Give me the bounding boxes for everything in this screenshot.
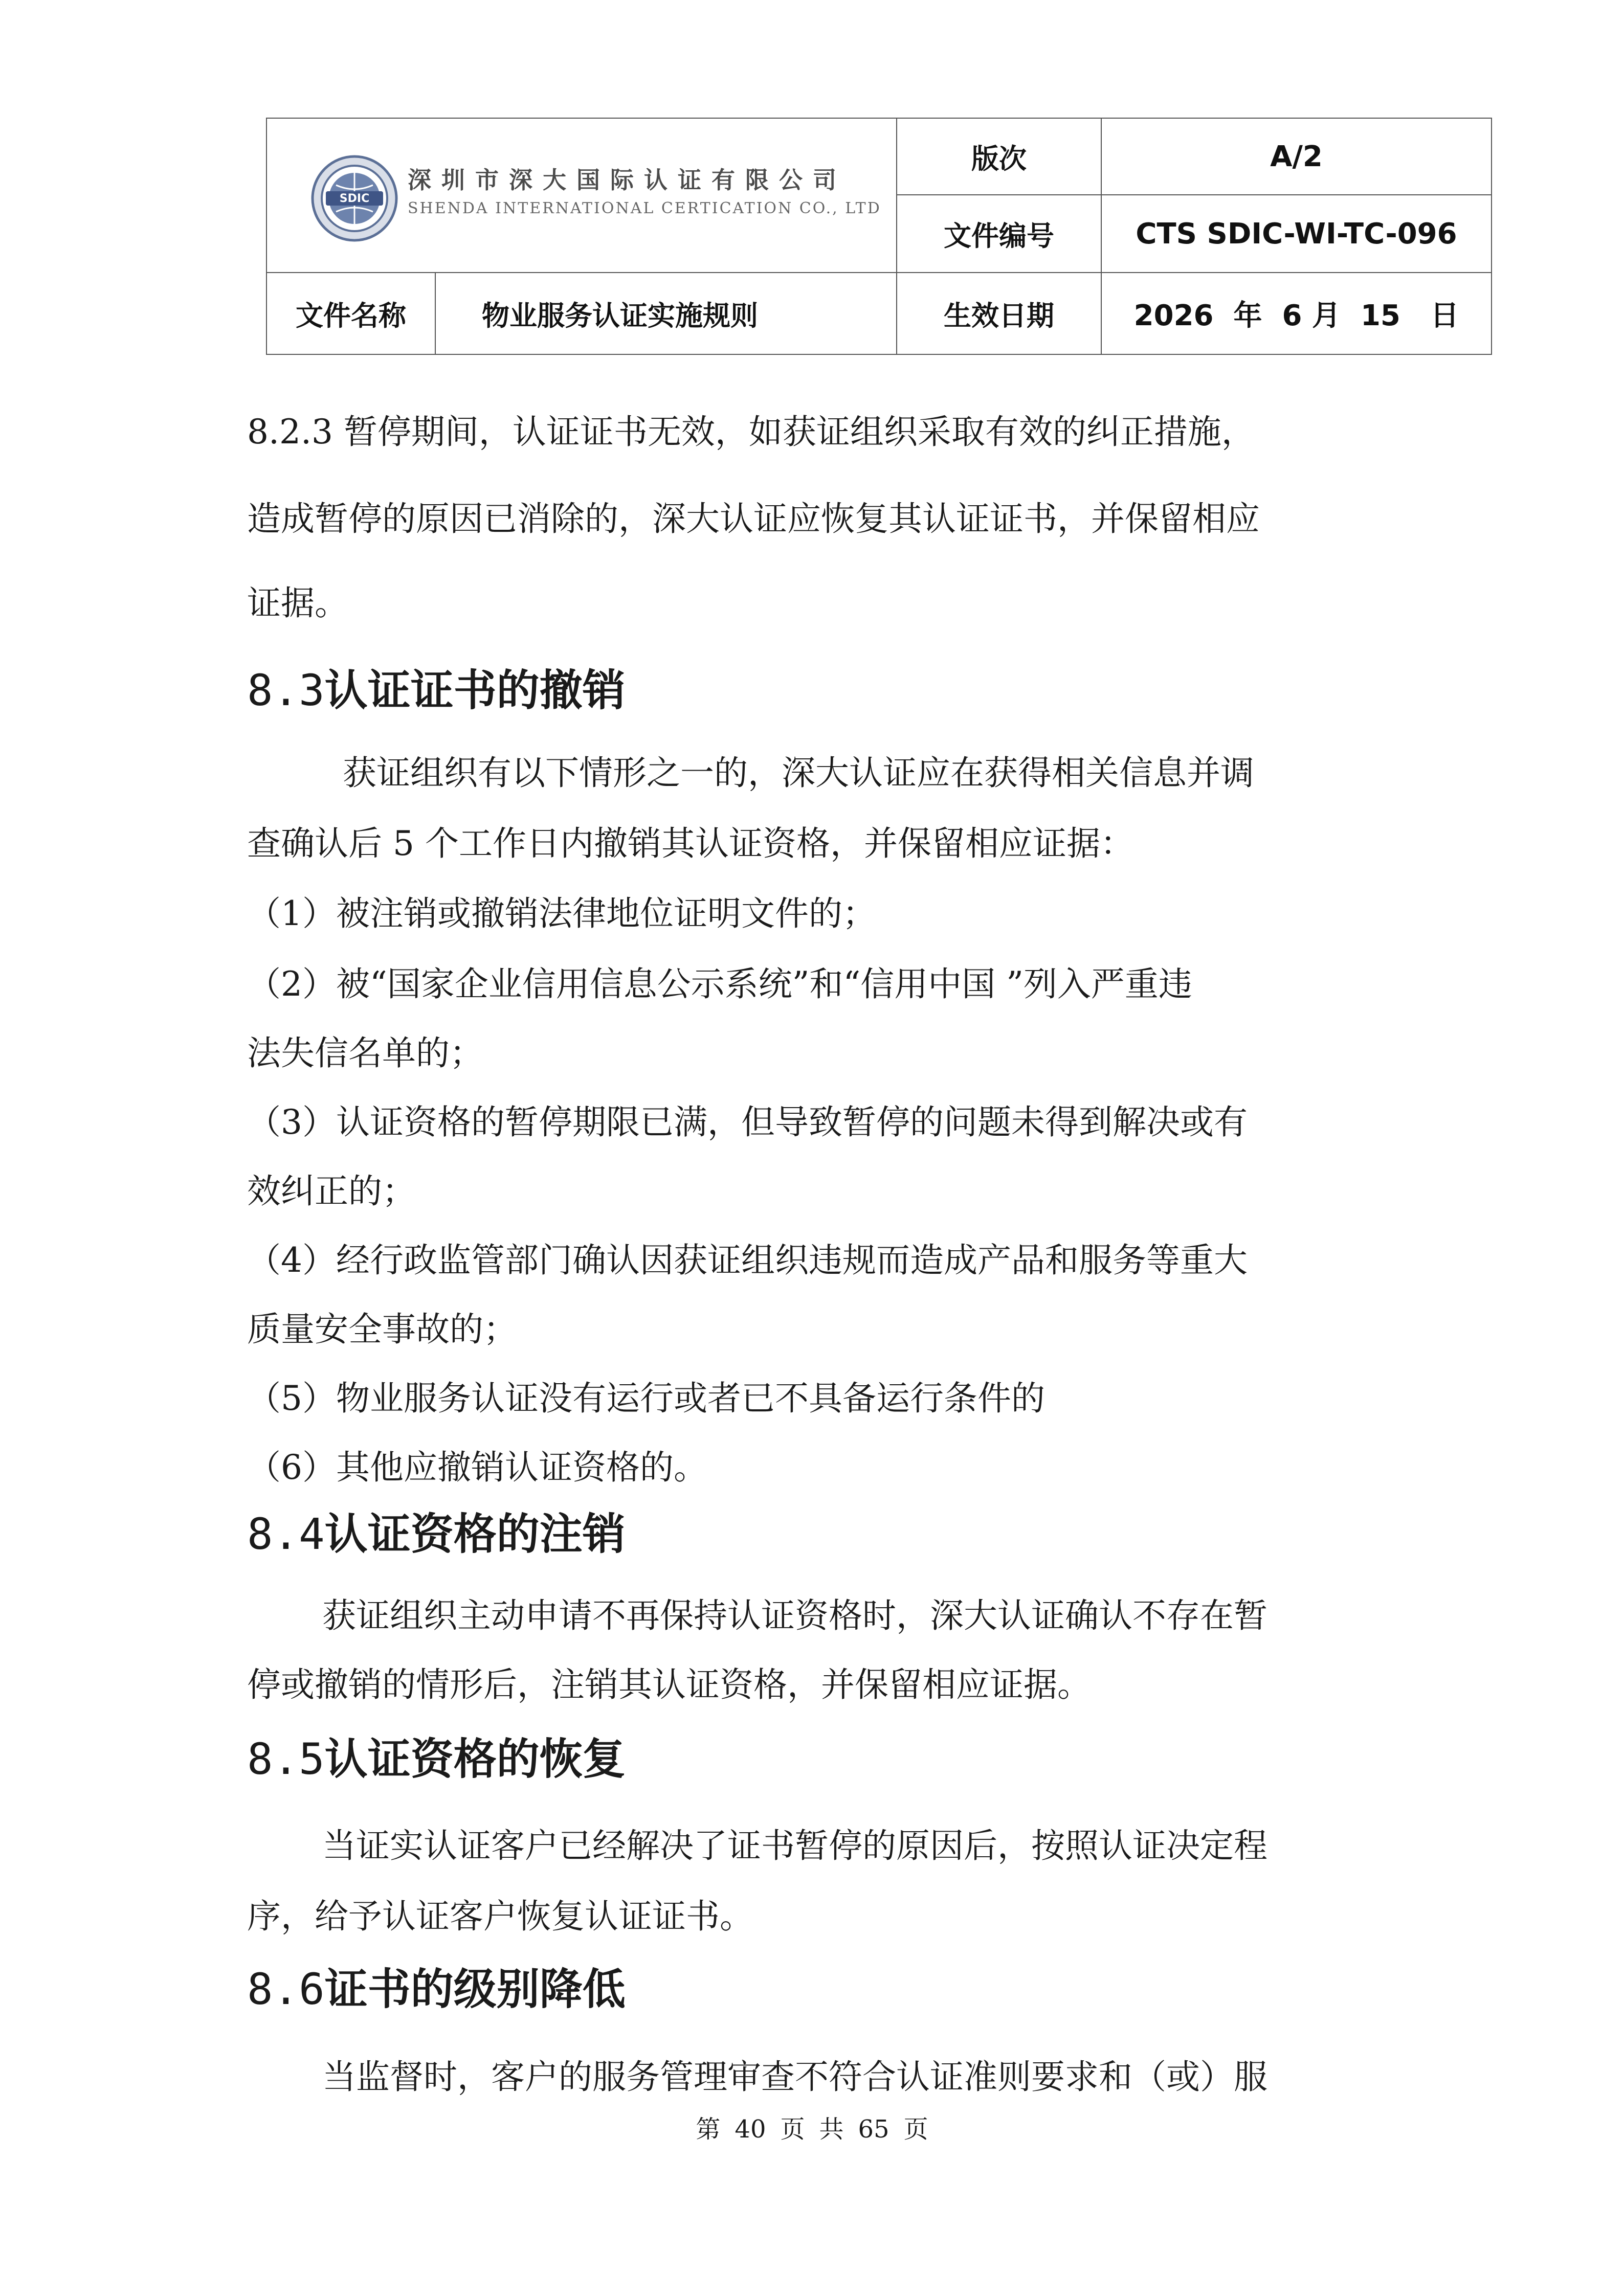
footer-ye: 页 <box>780 2115 805 2144</box>
section-heading-8-5: 8.5认证资格的恢复 <box>247 1734 626 1784</box>
list-item: （1）被注销或撤销法律地位证明文件的； <box>247 894 876 933</box>
company-name-cn: 深圳市深大国际认证有限公司 <box>408 166 847 194</box>
list-item: 效纠正的； <box>247 1172 416 1211</box>
footer-di: 第 <box>696 2115 721 2144</box>
paragraph-line: 证据。 <box>247 583 348 623</box>
list-item: （4）经行政监管部门确认因获证组织违规而造成产品和服务等重大 <box>247 1241 1248 1280</box>
effective-date-label: 生效日期 <box>897 273 1101 354</box>
doc-number-label: 文件编号 <box>897 195 1101 273</box>
list-item: （5）物业服务认证没有运行或者已不具备运行条件的 <box>247 1379 1045 1418</box>
section-heading-8-6: 8.6证书的级别降低 <box>247 1964 626 2014</box>
doc-name-value: 物业服务认证实施规则 <box>435 273 897 354</box>
paragraph-line: 查确认后 5 个工作日内撤销其认证资格，并保留相应证据： <box>247 824 1134 863</box>
paragraph-line: 当证实认证客户已经解决了证书暂停的原因后，按照认证决定程 <box>322 1826 1267 1865</box>
section-heading-8-3: 8.3认证证书的撤销 <box>247 665 626 715</box>
effective-date-value: 2026 年 6 月 15 日 <box>1101 273 1492 354</box>
page-number: 40 <box>735 2115 766 2144</box>
section-heading-8-4: 8.4认证资格的注销 <box>247 1509 626 1559</box>
paragraph-line: 造成暂停的原因已消除的，深大认证应恢复其认证证书，并保留相应 <box>247 499 1260 538</box>
paragraph-line: 停或撤销的情形后，注销其认证资格，并保留相应证据。 <box>247 1665 1091 1704</box>
company-logo-cell <box>266 118 897 273</box>
version-value: A/2 <box>1101 118 1492 195</box>
version-label: 版次 <box>897 118 1101 195</box>
list-item: （6）其他应撤销认证资格的。 <box>247 1448 707 1487</box>
list-item: 法失信名单的； <box>247 1033 483 1073</box>
paragraph-line: 当监督时，客户的服务管理审查不符合认证准则要求和（或）服 <box>322 2057 1267 2097</box>
doc-name-label: 文件名称 <box>266 273 435 354</box>
total-pages: 65 <box>858 2115 889 2144</box>
doc-number-value: CTS SDIC-WI-TC-096 <box>1101 195 1492 273</box>
paragraph-line: 序，给予认证客户恢复认证证书。 <box>247 1897 753 1936</box>
paragraph-line: 获证组织主动申请不再保持认证资格时，深大认证确认不存在暂 <box>322 1596 1267 1635</box>
paragraph-line: 8.2.3 暂停期间，认证证书无效，如获证组织采取有效的纠正措施， <box>247 412 1255 452</box>
list-item: （3）认证资格的暂停期限已满，但导致暂停的问题未得到解决或有 <box>247 1102 1248 1142</box>
list-item: （2）被“国家企业信用信息公示系统”和“信用中国 ”列入严重违 <box>247 964 1192 1004</box>
paragraph-line: 获证组织有以下情形之一的，深大认证应在获得相关信息并调 <box>343 753 1254 793</box>
page-footer <box>0 2109 1624 2145</box>
footer-ye: 页 <box>903 2115 928 2144</box>
company-name-en: SHENDA INTERNATIONAL CERTICATION CO., LTD <box>408 199 881 217</box>
footer-gong: 共 <box>819 2115 844 2144</box>
document-header-table <box>266 118 1492 355</box>
list-item: 质量安全事故的； <box>247 1310 517 1349</box>
svg-text:SDIC: SDIC <box>339 192 370 205</box>
company-logo-icon <box>310 154 398 242</box>
